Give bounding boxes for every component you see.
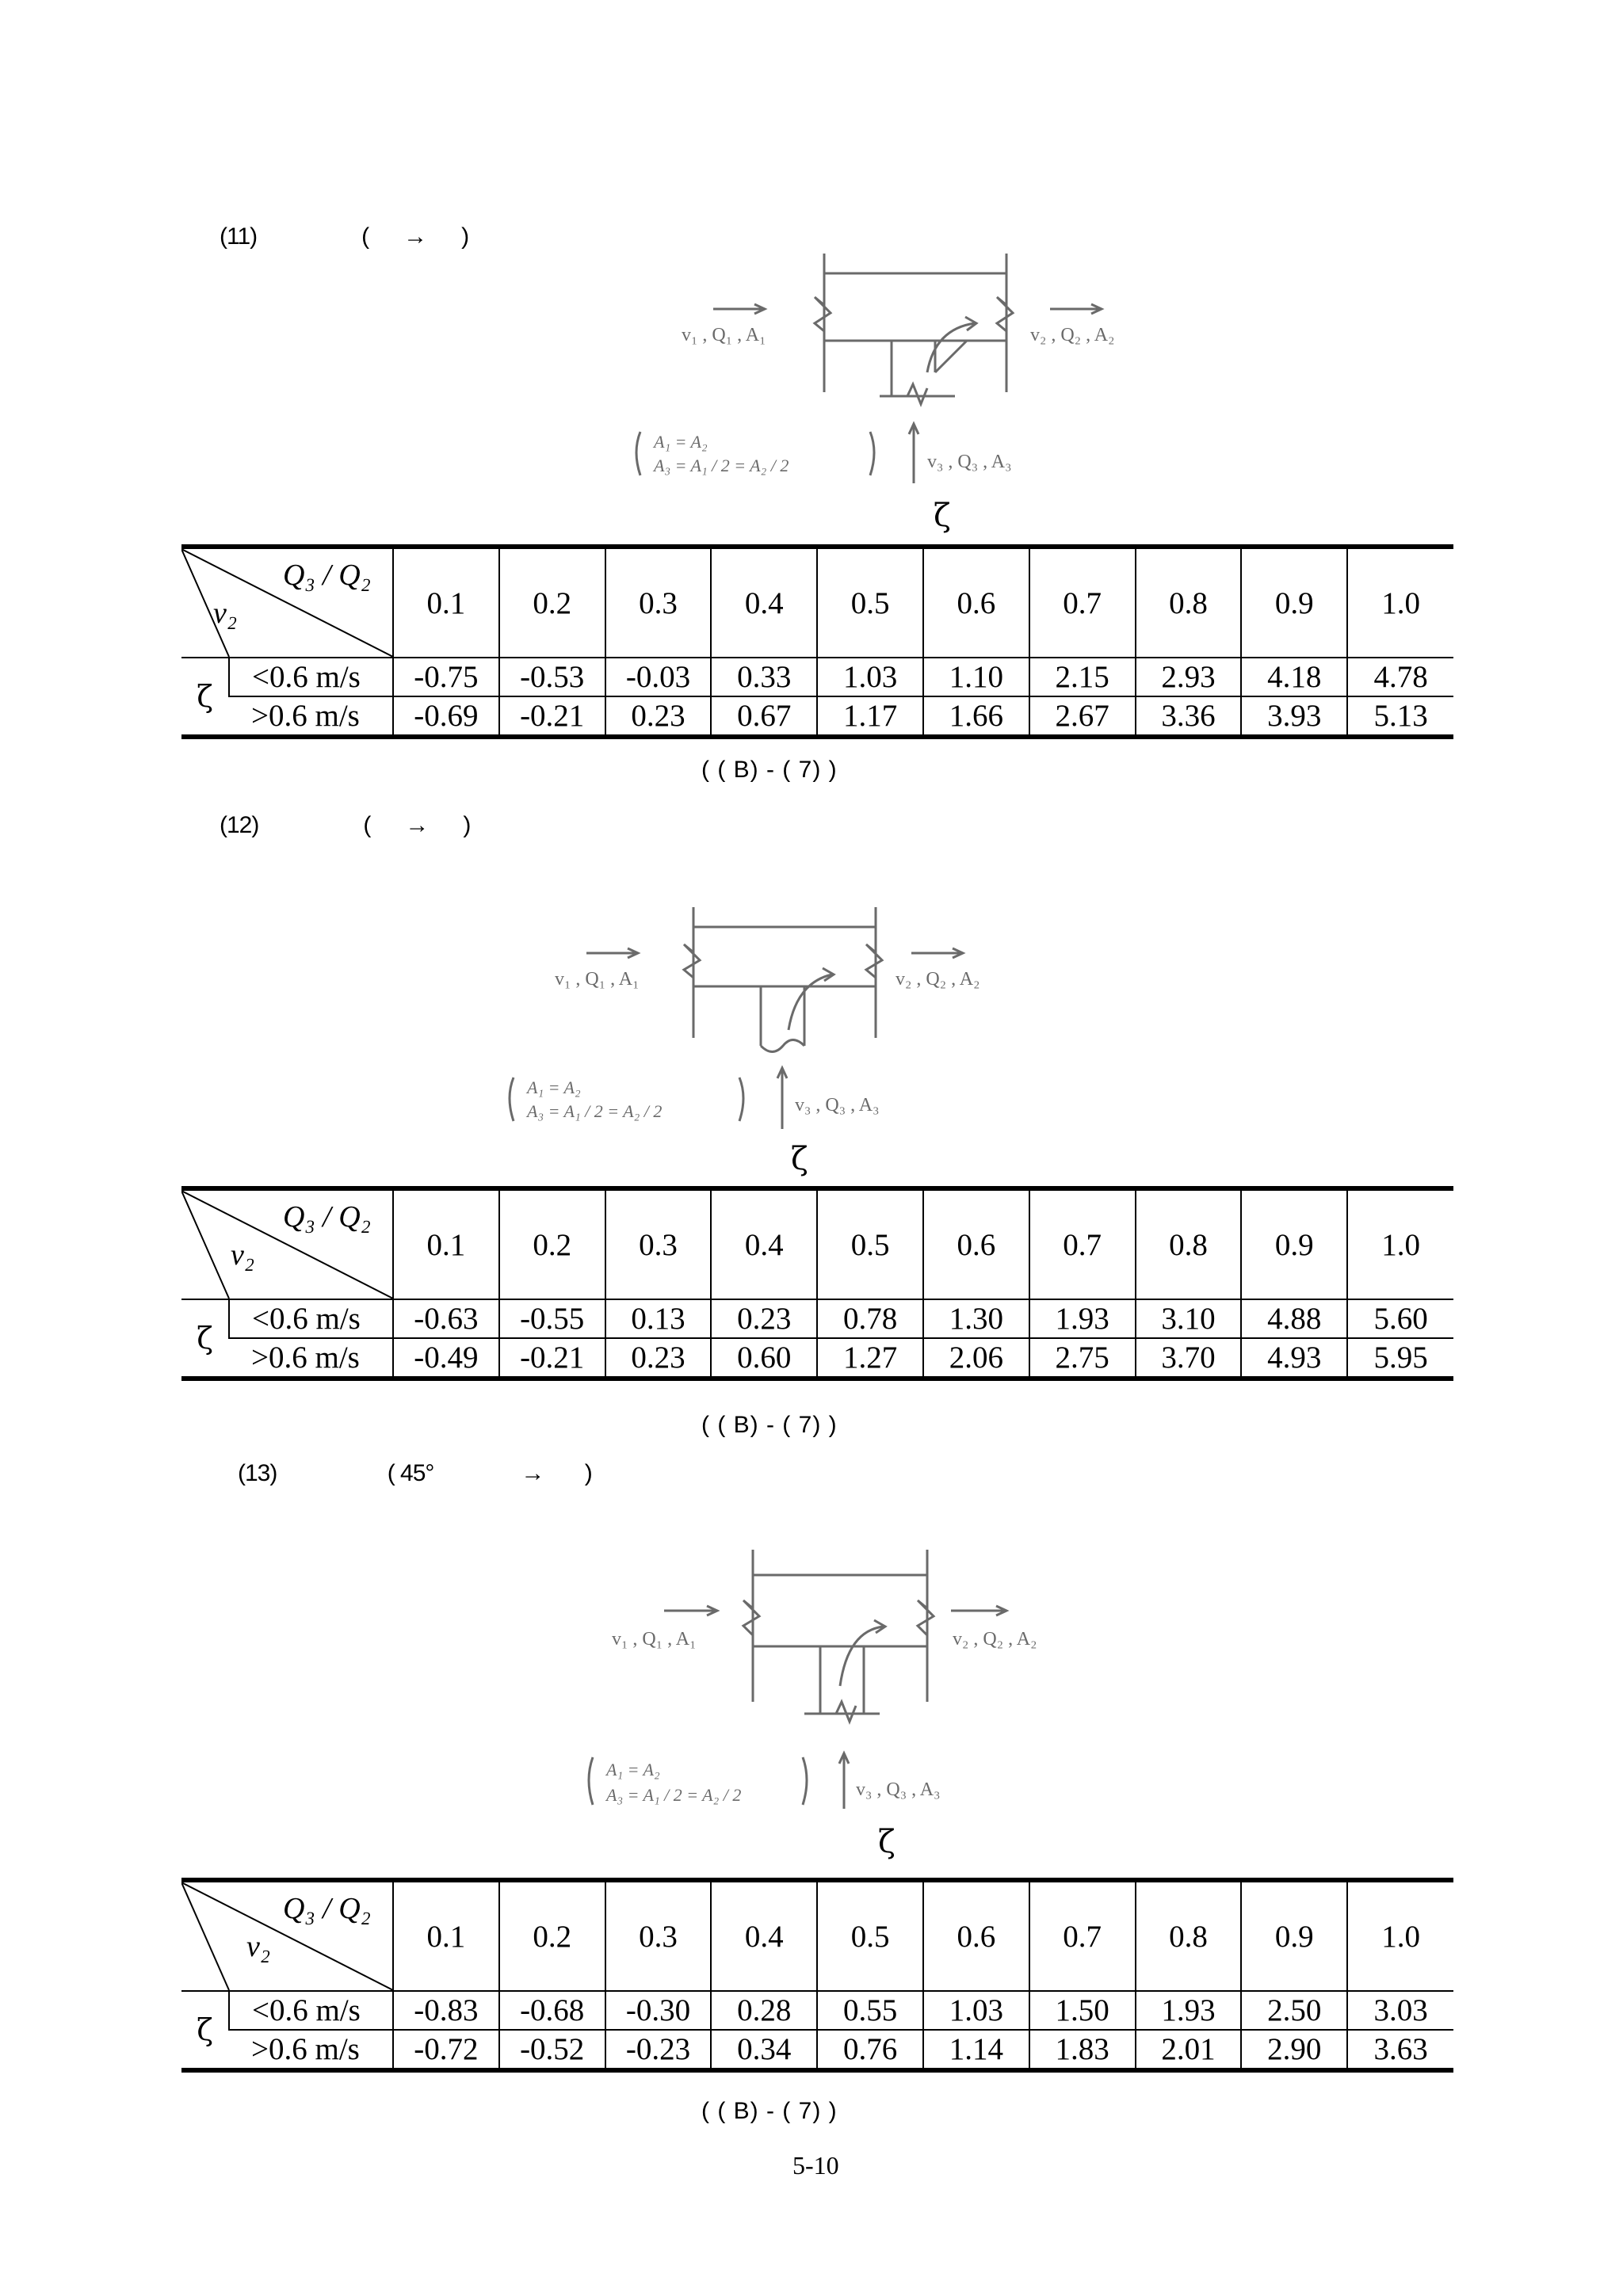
tee-diagram-11: [618, 254, 1189, 491]
zeta-symbol-11: ζ: [934, 498, 951, 534]
col-header: 0.7: [1029, 1880, 1136, 1991]
cell: 0.23: [711, 1299, 817, 1338]
cell: 0.13: [605, 1299, 712, 1338]
col-header: 0.8: [1136, 1188, 1242, 1299]
cell: 3.10: [1136, 1299, 1242, 1338]
cell: 1.50: [1029, 1991, 1136, 2030]
cell: -0.21: [499, 696, 605, 737]
cell: 0.60: [711, 1338, 817, 1379]
branch-label: v₃ , Q₃ , A₃: [927, 452, 1012, 472]
cell: 4.88: [1241, 1299, 1347, 1338]
row-label: >0.6 m/s: [251, 1341, 360, 1375]
section-12-heading: (12) ( → ): [220, 812, 471, 838]
area-eq-2: A₃ = A₁ / 2 = A₂ / 2: [654, 456, 789, 475]
col-header: 0.3: [605, 547, 712, 658]
cell: 2.01: [1136, 2030, 1242, 2070]
col-header: 0.6: [923, 547, 1029, 658]
outlet-label: v₂ , Q₂ , A₂: [953, 1629, 1037, 1650]
cell: 1.03: [817, 658, 923, 696]
cell: 4.18: [1241, 658, 1347, 696]
row-symbol: ζ: [181, 1299, 229, 1379]
col-header: 0.5: [817, 547, 923, 658]
row-label: >0.6 m/s: [251, 699, 360, 733]
corner-bottom-label: v₂: [246, 1930, 271, 1963]
cell: 2.90: [1241, 2030, 1347, 2070]
zeta-symbol-12: ζ: [791, 1141, 808, 1177]
cell: 0.55: [817, 1991, 923, 2030]
row-label: <0.6 m/s: [229, 1991, 393, 2030]
cell: -0.52: [499, 2030, 605, 2070]
cell: -0.55: [499, 1299, 605, 1338]
branch-label: v₃ , Q₃ , A₃: [795, 1095, 880, 1116]
col-header: 1.0: [1347, 547, 1453, 658]
col-header: 0.7: [1029, 547, 1136, 658]
row-label: >0.6 m/s: [251, 2032, 360, 2066]
col-header: 0.2: [499, 1188, 605, 1299]
cell: 2.75: [1029, 1338, 1136, 1379]
cell: 1.93: [1136, 1991, 1242, 2030]
col-header: 1.0: [1347, 1880, 1453, 1991]
table-row: [181, 696, 1453, 737]
coef-table-13: [181, 1878, 1453, 2073]
cell: -0.53: [499, 658, 605, 696]
corner-bottom-label: v₂: [231, 1238, 255, 1272]
cell: 4.78: [1347, 658, 1453, 696]
cell: 5.95: [1347, 1338, 1453, 1379]
corner-top-label: Q₃ / Q₂: [283, 1200, 371, 1234]
table-row: [181, 658, 1453, 696]
cell: 0.67: [711, 696, 817, 737]
cell: 5.13: [1347, 696, 1453, 737]
cell: -0.30: [605, 1991, 712, 2030]
cell: 1.66: [923, 696, 1029, 737]
branch-label: v₃ , Q₃ , A₃: [856, 1779, 941, 1800]
corner-top-label: Q₃ / Q₂: [283, 559, 371, 592]
cell: -0.49: [393, 1338, 499, 1379]
cell: -0.69: [393, 696, 499, 737]
cell: 0.78: [817, 1299, 923, 1338]
cell: 1.14: [923, 2030, 1029, 2070]
corner-bottom-label: v₂: [213, 597, 238, 630]
cell: 1.03: [923, 1991, 1029, 2030]
col-header: 0.4: [711, 1880, 817, 1991]
col-header: 0.9: [1241, 1188, 1347, 1299]
cell: -0.72: [393, 2030, 499, 2070]
col-header: 0.5: [817, 1880, 923, 1991]
coef-table-12: [181, 1186, 1453, 1381]
tee-diagram-13: [571, 1543, 1141, 1813]
cell: 3.36: [1136, 696, 1242, 737]
col-header: 0.3: [605, 1880, 712, 1991]
cell: 2.06: [923, 1338, 1029, 1379]
table-caption-11: ( ( B) - ( 7) ): [701, 757, 838, 783]
cell: 0.23: [605, 696, 712, 737]
corner-top-label: Q₃ / Q₂: [283, 1892, 371, 1925]
cell: 1.93: [1029, 1299, 1136, 1338]
cell: 0.23: [605, 1338, 712, 1379]
col-header: 0.9: [1241, 1880, 1347, 1991]
inlet-label: v₁ , Q₁ , A₁: [682, 325, 766, 345]
cell: -0.68: [499, 1991, 605, 2030]
row-symbol: ζ: [181, 1991, 229, 2070]
col-header: 1.0: [1347, 1188, 1453, 1299]
table-row: [181, 1299, 1453, 1338]
cell: 2.93: [1136, 658, 1242, 696]
cell: 3.70: [1136, 1338, 1242, 1379]
cell: -0.75: [393, 658, 499, 696]
col-header: 0.9: [1241, 547, 1347, 658]
cell: 2.50: [1241, 1991, 1347, 2030]
cell: -0.03: [605, 658, 712, 696]
area-eq-1: A₁ = A₂: [527, 1077, 581, 1097]
col-header: 0.8: [1136, 547, 1242, 658]
area-eq-1: A₁ = A₂: [654, 432, 708, 452]
cell: 1.27: [817, 1338, 923, 1379]
col-header: 0.8: [1136, 1880, 1242, 1991]
coef-table-11: [181, 544, 1453, 739]
cell: 1.10: [923, 658, 1029, 696]
col-header: 0.1: [393, 547, 499, 658]
cell: -0.23: [605, 2030, 712, 2070]
inlet-label: v₁ , Q₁ , A₁: [555, 969, 640, 990]
area-eq-2: A₃ = A₁ / 2 = A₂ / 2: [606, 1785, 742, 1805]
col-header: 0.1: [393, 1188, 499, 1299]
cell: 1.83: [1029, 2030, 1136, 2070]
col-header: 0.4: [711, 1188, 817, 1299]
cell: -0.63: [393, 1299, 499, 1338]
cell: 0.34: [711, 2030, 817, 2070]
cell: 3.63: [1347, 2030, 1453, 2070]
zeta-symbol-13: ζ: [878, 1824, 896, 1860]
col-header: 0.2: [499, 1880, 605, 1991]
page-number: 5-10: [792, 2151, 839, 2180]
col-header: 0.6: [923, 1188, 1029, 1299]
row-label: <0.6 m/s: [229, 658, 393, 696]
cell: 0.28: [711, 1991, 817, 2030]
cell: 1.30: [923, 1299, 1029, 1338]
col-header: 0.5: [817, 1188, 923, 1299]
corner-header: [181, 1880, 393, 1991]
section-13-heading: (13) ( 45° → ): [238, 1460, 592, 1486]
row-symbol: ζ: [181, 658, 229, 737]
row-label: <0.6 m/s: [229, 1299, 393, 1338]
cell: 2.15: [1029, 658, 1136, 696]
area-eq-2: A₃ = A₁ / 2 = A₂ / 2: [527, 1101, 663, 1121]
col-header: 0.6: [923, 1880, 1029, 1991]
col-header: 0.3: [605, 1188, 712, 1299]
table-caption-13: ( ( B) - ( 7) ): [701, 2098, 838, 2124]
outlet-label: v₂ , Q₂ , A₂: [1030, 325, 1115, 345]
cell: 3.93: [1241, 696, 1347, 737]
cell: -0.21: [499, 1338, 605, 1379]
corner-header: [181, 547, 393, 658]
cell: 5.60: [1347, 1299, 1453, 1338]
inlet-label: v₁ , Q₁ , A₁: [612, 1629, 697, 1650]
cell: 4.93: [1241, 1338, 1347, 1379]
cell: 1.17: [817, 696, 923, 737]
cell: -0.83: [393, 1991, 499, 2030]
col-header: 0.1: [393, 1880, 499, 1991]
corner-header: [181, 1188, 393, 1299]
cell: 3.03: [1347, 1991, 1453, 2030]
table-row: [181, 2030, 1453, 2070]
table-row: [181, 1338, 1453, 1379]
table-row: [181, 1991, 1453, 2030]
outlet-label: v₂ , Q₂ , A₂: [896, 969, 980, 990]
tee-diagram-12: [491, 895, 1062, 1133]
area-eq-1: A₁ = A₂: [606, 1760, 660, 1779]
col-header: 0.7: [1029, 1188, 1136, 1299]
col-header: 0.2: [499, 547, 605, 658]
cell: 0.33: [711, 658, 817, 696]
cell: 0.76: [817, 2030, 923, 2070]
section-11-heading: (11) ( → ): [220, 223, 469, 250]
cell: 2.67: [1029, 696, 1136, 737]
table-caption-12: ( ( B) - ( 7) ): [701, 1412, 838, 1438]
col-header: 0.4: [711, 547, 817, 658]
